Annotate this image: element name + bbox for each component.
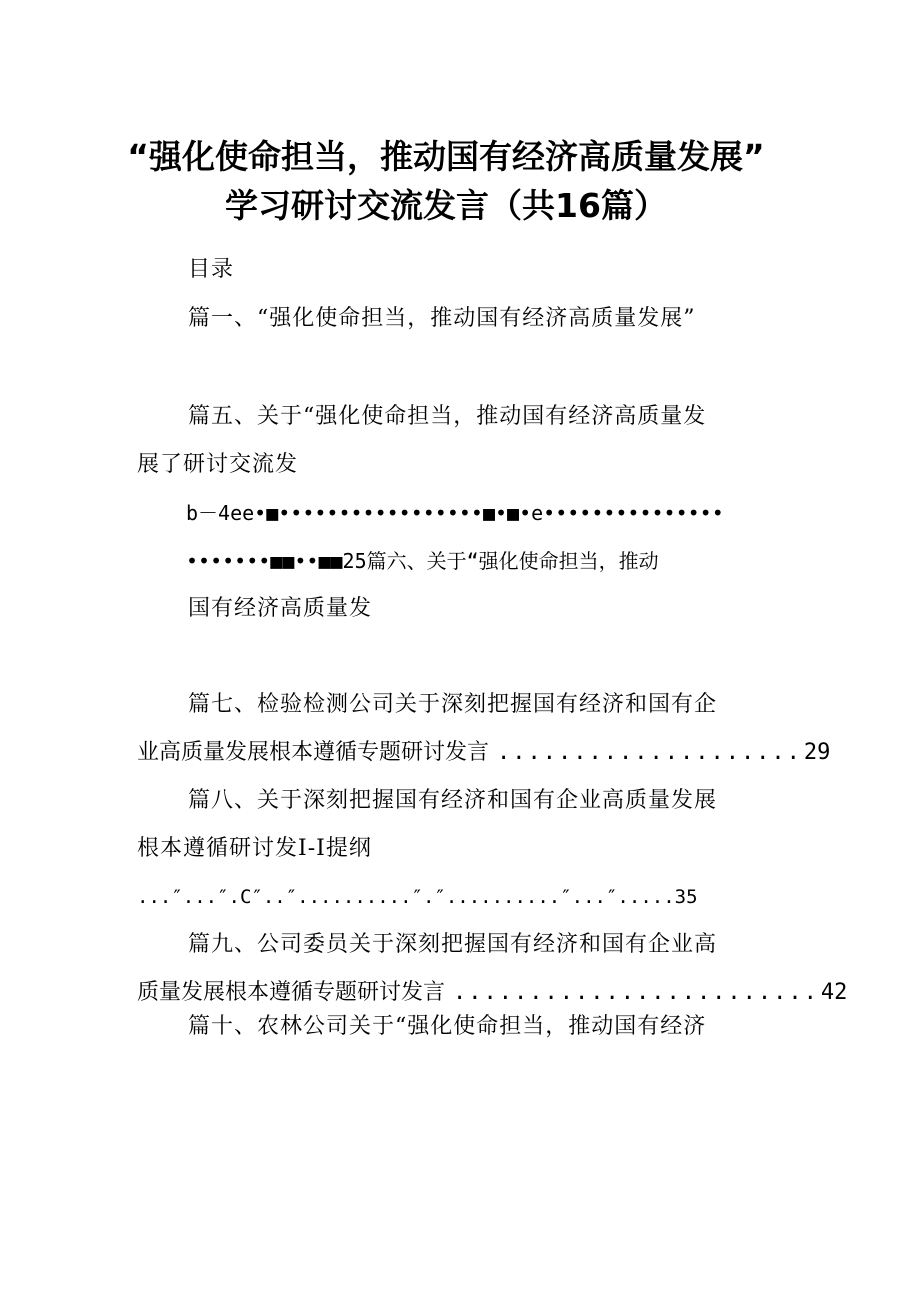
toc-entry-5-line-1: 篇五、关于“强化使命担当，推动国有经济高质量发 bbox=[188, 404, 707, 429]
toc-entry-9-page: 42 bbox=[820, 980, 848, 1005]
toc-entry-5-line-2: 展了研讨交流发 bbox=[137, 452, 299, 477]
toc-entry-7-page: 29 bbox=[803, 740, 831, 765]
toc-entry-garbled-line-1: b－4ee•■•••••••••••••••••■•■•e••••••••••••••• bbox=[186, 501, 724, 525]
toc-entry-7-line-2 bbox=[137, 739, 831, 767]
toc-entry-8-line-1: 篇八、关于深刻把握国有经济和国有企业高质量发展 bbox=[188, 788, 718, 813]
toc-entry-10-line-1: 篇十、农林公司关于“强化使命担当，推动国有经济 bbox=[188, 1014, 707, 1039]
toc-entry-8-line-2: 根本遵循研讨发I-I提纲 bbox=[137, 836, 372, 861]
toc-entry-9-title: 质量发展根本遵循专题研讨发言 bbox=[137, 980, 446, 1005]
document-title-line-2: 学习研讨交流发言（共16篇） bbox=[225, 186, 667, 225]
toc-entry-7-leader: .................... bbox=[497, 740, 802, 765]
toc-heading: 目录 bbox=[188, 257, 235, 282]
toc-entry-9-line-1: 篇九、公司委员关于深刻把握国有经济和国有企业高 bbox=[188, 932, 718, 957]
toc-entry-6-line-3: 国有经济高质量发 bbox=[188, 596, 373, 621]
document-title-line-1: “强化使命担当，推动国有经济高质量发展” bbox=[127, 137, 765, 176]
toc-entry-9-line-2 bbox=[137, 979, 848, 1007]
toc-entry-garbled-line-2: •••••••■■••■■25篇六、关于“强化使命担当，推动 bbox=[186, 549, 659, 573]
toc-entry-7-line-1: 篇七、检验检测公司关于深刻把握国有经济和国有企 bbox=[188, 692, 718, 717]
toc-entry-8-line-3: ...″...″.C″..″..........″.″..........″...″.....35 bbox=[137, 886, 698, 908]
toc-entry-7-title: 业高质量发展根本遵循专题研讨发言 bbox=[137, 740, 490, 765]
toc-entry-9-leader: ........................ bbox=[453, 980, 819, 1005]
toc-entry-1: 篇一、“强化使命担当，推动国有经济高质量发展” bbox=[188, 306, 696, 331]
